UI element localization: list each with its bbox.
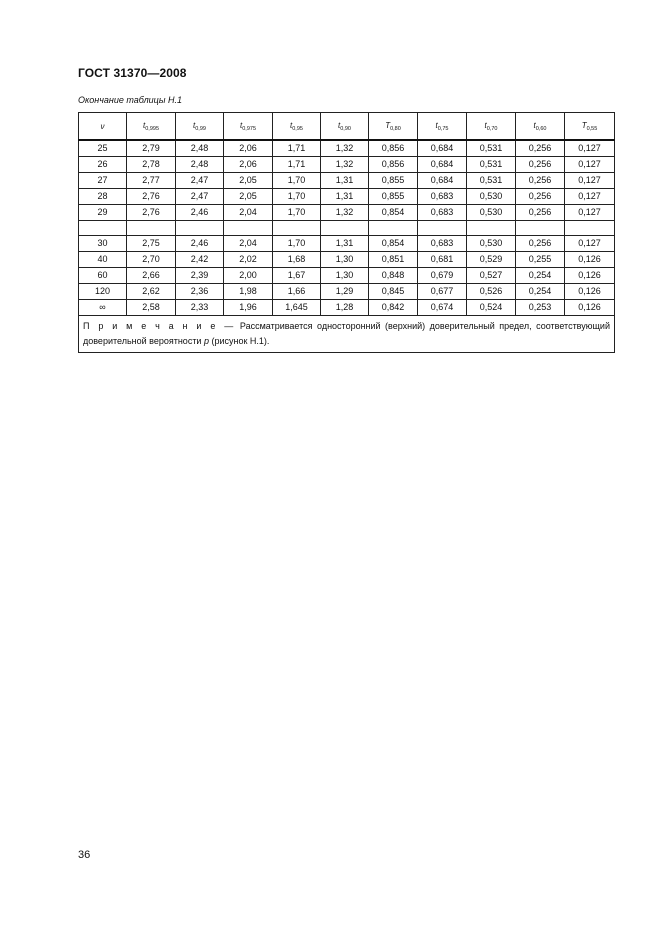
spacer-row	[79, 221, 615, 236]
column-header	[79, 113, 127, 141]
value-cell: 2,48	[176, 157, 224, 173]
value-cell: 2,76	[127, 205, 176, 221]
value-cell: 0,126	[565, 284, 615, 300]
value-cell: 1,30	[321, 268, 369, 284]
value-cell: 2,47	[176, 189, 224, 205]
value-cell: 0,681	[418, 252, 467, 268]
column-symbol: T	[385, 120, 391, 130]
column-subscript: 0,995	[145, 125, 159, 132]
value-cell: 0,684	[418, 173, 467, 189]
table-body	[79, 140, 615, 353]
value-cell: 0,256	[516, 205, 565, 221]
column-symbol: t	[290, 120, 293, 130]
value-cell: 1,70	[273, 189, 321, 205]
value-cell: 0,842	[369, 300, 418, 316]
value-cell: 0,526	[467, 284, 516, 300]
value-cell: 1,71	[273, 157, 321, 173]
value-cell: 2,36	[176, 284, 224, 300]
column-header	[273, 113, 321, 141]
column-subscript: 0,90	[340, 125, 351, 132]
value-cell: 1,71	[273, 140, 321, 157]
table-note	[79, 316, 615, 353]
value-cell: 0,679	[418, 268, 467, 284]
value-cell: 0,684	[418, 157, 467, 173]
value-cell: 1,70	[273, 173, 321, 189]
table-header-row	[79, 113, 615, 141]
column-subscript: 0,975	[242, 125, 256, 132]
value-cell: 1,66	[273, 284, 321, 300]
column-symbol: t	[240, 120, 243, 130]
value-cell: 2,58	[127, 300, 176, 316]
value-cell: 0,854	[369, 236, 418, 252]
value-cell: 2,42	[176, 252, 224, 268]
value-cell: 0,674	[418, 300, 467, 316]
value-cell: 0,530	[467, 236, 516, 252]
column-subscript: 0,75	[437, 125, 449, 132]
value-cell: 2,62	[127, 284, 176, 300]
value-cell: 1,645	[273, 300, 321, 316]
column-header	[224, 113, 273, 141]
value-cell: 0,127	[565, 140, 615, 157]
dof-cell: 40	[79, 252, 127, 268]
empty-cell	[369, 221, 418, 236]
table-row	[79, 236, 615, 252]
data-table	[78, 112, 615, 353]
value-cell: 1,32	[321, 205, 369, 221]
value-cell: 2,04	[224, 236, 273, 252]
column-subscript: 0,55	[586, 125, 598, 132]
table-row	[79, 140, 615, 157]
dof-cell: 120	[79, 284, 127, 300]
value-cell: 0,127	[565, 189, 615, 205]
empty-cell	[176, 221, 224, 236]
column-symbol: T	[581, 120, 587, 130]
dof-cell: 26	[79, 157, 127, 173]
column-subscript: 0,60	[535, 125, 547, 132]
value-cell: 0,127	[565, 236, 615, 252]
column-symbol: ν	[100, 121, 105, 131]
empty-cell	[516, 221, 565, 236]
column-header	[418, 113, 467, 141]
value-cell: 1,30	[321, 252, 369, 268]
dof-cell: 60	[79, 268, 127, 284]
value-cell: 0,683	[418, 189, 467, 205]
empty-cell	[565, 221, 615, 236]
value-cell: 0,529	[467, 252, 516, 268]
column-symbol: t	[193, 120, 196, 130]
value-cell: 0,255	[516, 252, 565, 268]
value-cell: 0,256	[516, 140, 565, 157]
value-cell: 2,48	[176, 140, 224, 157]
table-row	[79, 205, 615, 221]
empty-cell	[273, 221, 321, 236]
value-cell: 0,254	[516, 268, 565, 284]
table-row	[79, 173, 615, 189]
dof-cell: ∞	[79, 300, 127, 316]
column-header	[321, 113, 369, 141]
value-cell: 0,683	[418, 236, 467, 252]
value-cell: 2,33	[176, 300, 224, 316]
column-symbol: t	[533, 120, 536, 130]
value-cell: 1,31	[321, 236, 369, 252]
value-cell: 2,04	[224, 205, 273, 221]
value-cell: 2,75	[127, 236, 176, 252]
value-cell: 0,851	[369, 252, 418, 268]
column-symbol: t	[435, 120, 438, 130]
value-cell: 0,256	[516, 189, 565, 205]
value-cell: 2,77	[127, 173, 176, 189]
value-cell: 0,524	[467, 300, 516, 316]
value-cell: 2,00	[224, 268, 273, 284]
empty-cell	[467, 221, 516, 236]
value-cell: 1,70	[273, 236, 321, 252]
value-cell: 2,70	[127, 252, 176, 268]
column-subscript: 0,70	[486, 125, 498, 132]
value-cell: 0,531	[467, 157, 516, 173]
note-row	[79, 316, 615, 353]
table-row	[79, 189, 615, 205]
value-cell: 0,530	[467, 189, 516, 205]
value-cell: 1,31	[321, 173, 369, 189]
value-cell: 0,855	[369, 173, 418, 189]
value-cell: 0,127	[565, 205, 615, 221]
column-header	[516, 113, 565, 141]
empty-cell	[321, 221, 369, 236]
value-cell: 2,78	[127, 157, 176, 173]
value-cell: 0,126	[565, 268, 615, 284]
value-cell: 0,855	[369, 189, 418, 205]
note-text-end: (рисунок Н.1).	[208, 336, 270, 346]
note-symbol: p	[203, 336, 209, 346]
value-cell: 1,32	[321, 157, 369, 173]
value-cell: 2,76	[127, 189, 176, 205]
table-row	[79, 284, 615, 300]
column-subscript: 0,95	[292, 125, 303, 132]
value-cell: 2,47	[176, 173, 224, 189]
value-cell: 0,856	[369, 140, 418, 157]
column-symbol: t	[484, 120, 487, 130]
value-cell: 1,70	[273, 205, 321, 221]
column-subscript: 0,80	[390, 125, 401, 132]
value-cell: 0,531	[467, 140, 516, 157]
note-text: Рассматривается односторонний (верхний) доверительный предел, соответствующий доверительной вероятности	[83, 321, 610, 346]
column-subscript: 0,99	[195, 125, 206, 132]
value-cell: 0,126	[565, 300, 615, 316]
value-cell: 2,39	[176, 268, 224, 284]
note-lead: П р и м е ч а н и е —	[83, 321, 236, 331]
table-row	[79, 252, 615, 268]
value-cell: 0,127	[565, 157, 615, 173]
value-cell: 1,29	[321, 284, 369, 300]
value-cell: 0,530	[467, 205, 516, 221]
dof-cell: 25	[79, 140, 127, 157]
document-code: ГОСТ 31370—2008	[78, 66, 187, 80]
value-cell: 2,46	[176, 205, 224, 221]
value-cell: 1,28	[321, 300, 369, 316]
empty-cell	[79, 221, 127, 236]
value-cell: 1,67	[273, 268, 321, 284]
value-cell: 1,96	[224, 300, 273, 316]
value-cell: 0,127	[565, 173, 615, 189]
value-cell: 0,856	[369, 157, 418, 173]
value-cell: 2,05	[224, 173, 273, 189]
value-cell: 1,98	[224, 284, 273, 300]
value-cell: 1,31	[321, 189, 369, 205]
empty-cell	[418, 221, 467, 236]
value-cell: 2,02	[224, 252, 273, 268]
value-cell: 2,46	[176, 236, 224, 252]
empty-cell	[224, 221, 273, 236]
dof-cell: 28	[79, 189, 127, 205]
table-row	[79, 300, 615, 316]
table-row	[79, 268, 615, 284]
value-cell: 0,845	[369, 284, 418, 300]
value-cell: 2,05	[224, 189, 273, 205]
dof-cell: 29	[79, 205, 127, 221]
value-cell: 2,66	[127, 268, 176, 284]
value-cell: 1,68	[273, 252, 321, 268]
column-symbol: t	[143, 120, 146, 130]
value-cell: 0,254	[516, 284, 565, 300]
value-cell: 2,79	[127, 140, 176, 157]
value-cell: 0,683	[418, 205, 467, 221]
table-caption: Окончание таблицы Н.1	[78, 95, 182, 105]
value-cell: 0,256	[516, 173, 565, 189]
empty-cell	[127, 221, 176, 236]
value-cell: 0,253	[516, 300, 565, 316]
value-cell: 0,848	[369, 268, 418, 284]
value-cell: 0,531	[467, 173, 516, 189]
value-cell: 1,32	[321, 140, 369, 157]
column-header	[369, 113, 418, 141]
value-cell: 0,684	[418, 140, 467, 157]
column-symbol: t	[338, 120, 341, 130]
dof-cell: 27	[79, 173, 127, 189]
value-cell: 0,527	[467, 268, 516, 284]
value-cell: 2,06	[224, 157, 273, 173]
column-header	[176, 113, 224, 141]
column-header	[467, 113, 516, 141]
value-cell: 0,854	[369, 205, 418, 221]
value-cell: 0,256	[516, 236, 565, 252]
value-cell: 0,126	[565, 252, 615, 268]
value-cell: 0,256	[516, 157, 565, 173]
column-header	[565, 113, 615, 141]
column-header	[127, 113, 176, 141]
value-cell: 0,677	[418, 284, 467, 300]
dof-cell: 30	[79, 236, 127, 252]
page-number: 36	[78, 849, 91, 861]
table-row	[79, 157, 615, 173]
value-cell: 2,06	[224, 140, 273, 157]
